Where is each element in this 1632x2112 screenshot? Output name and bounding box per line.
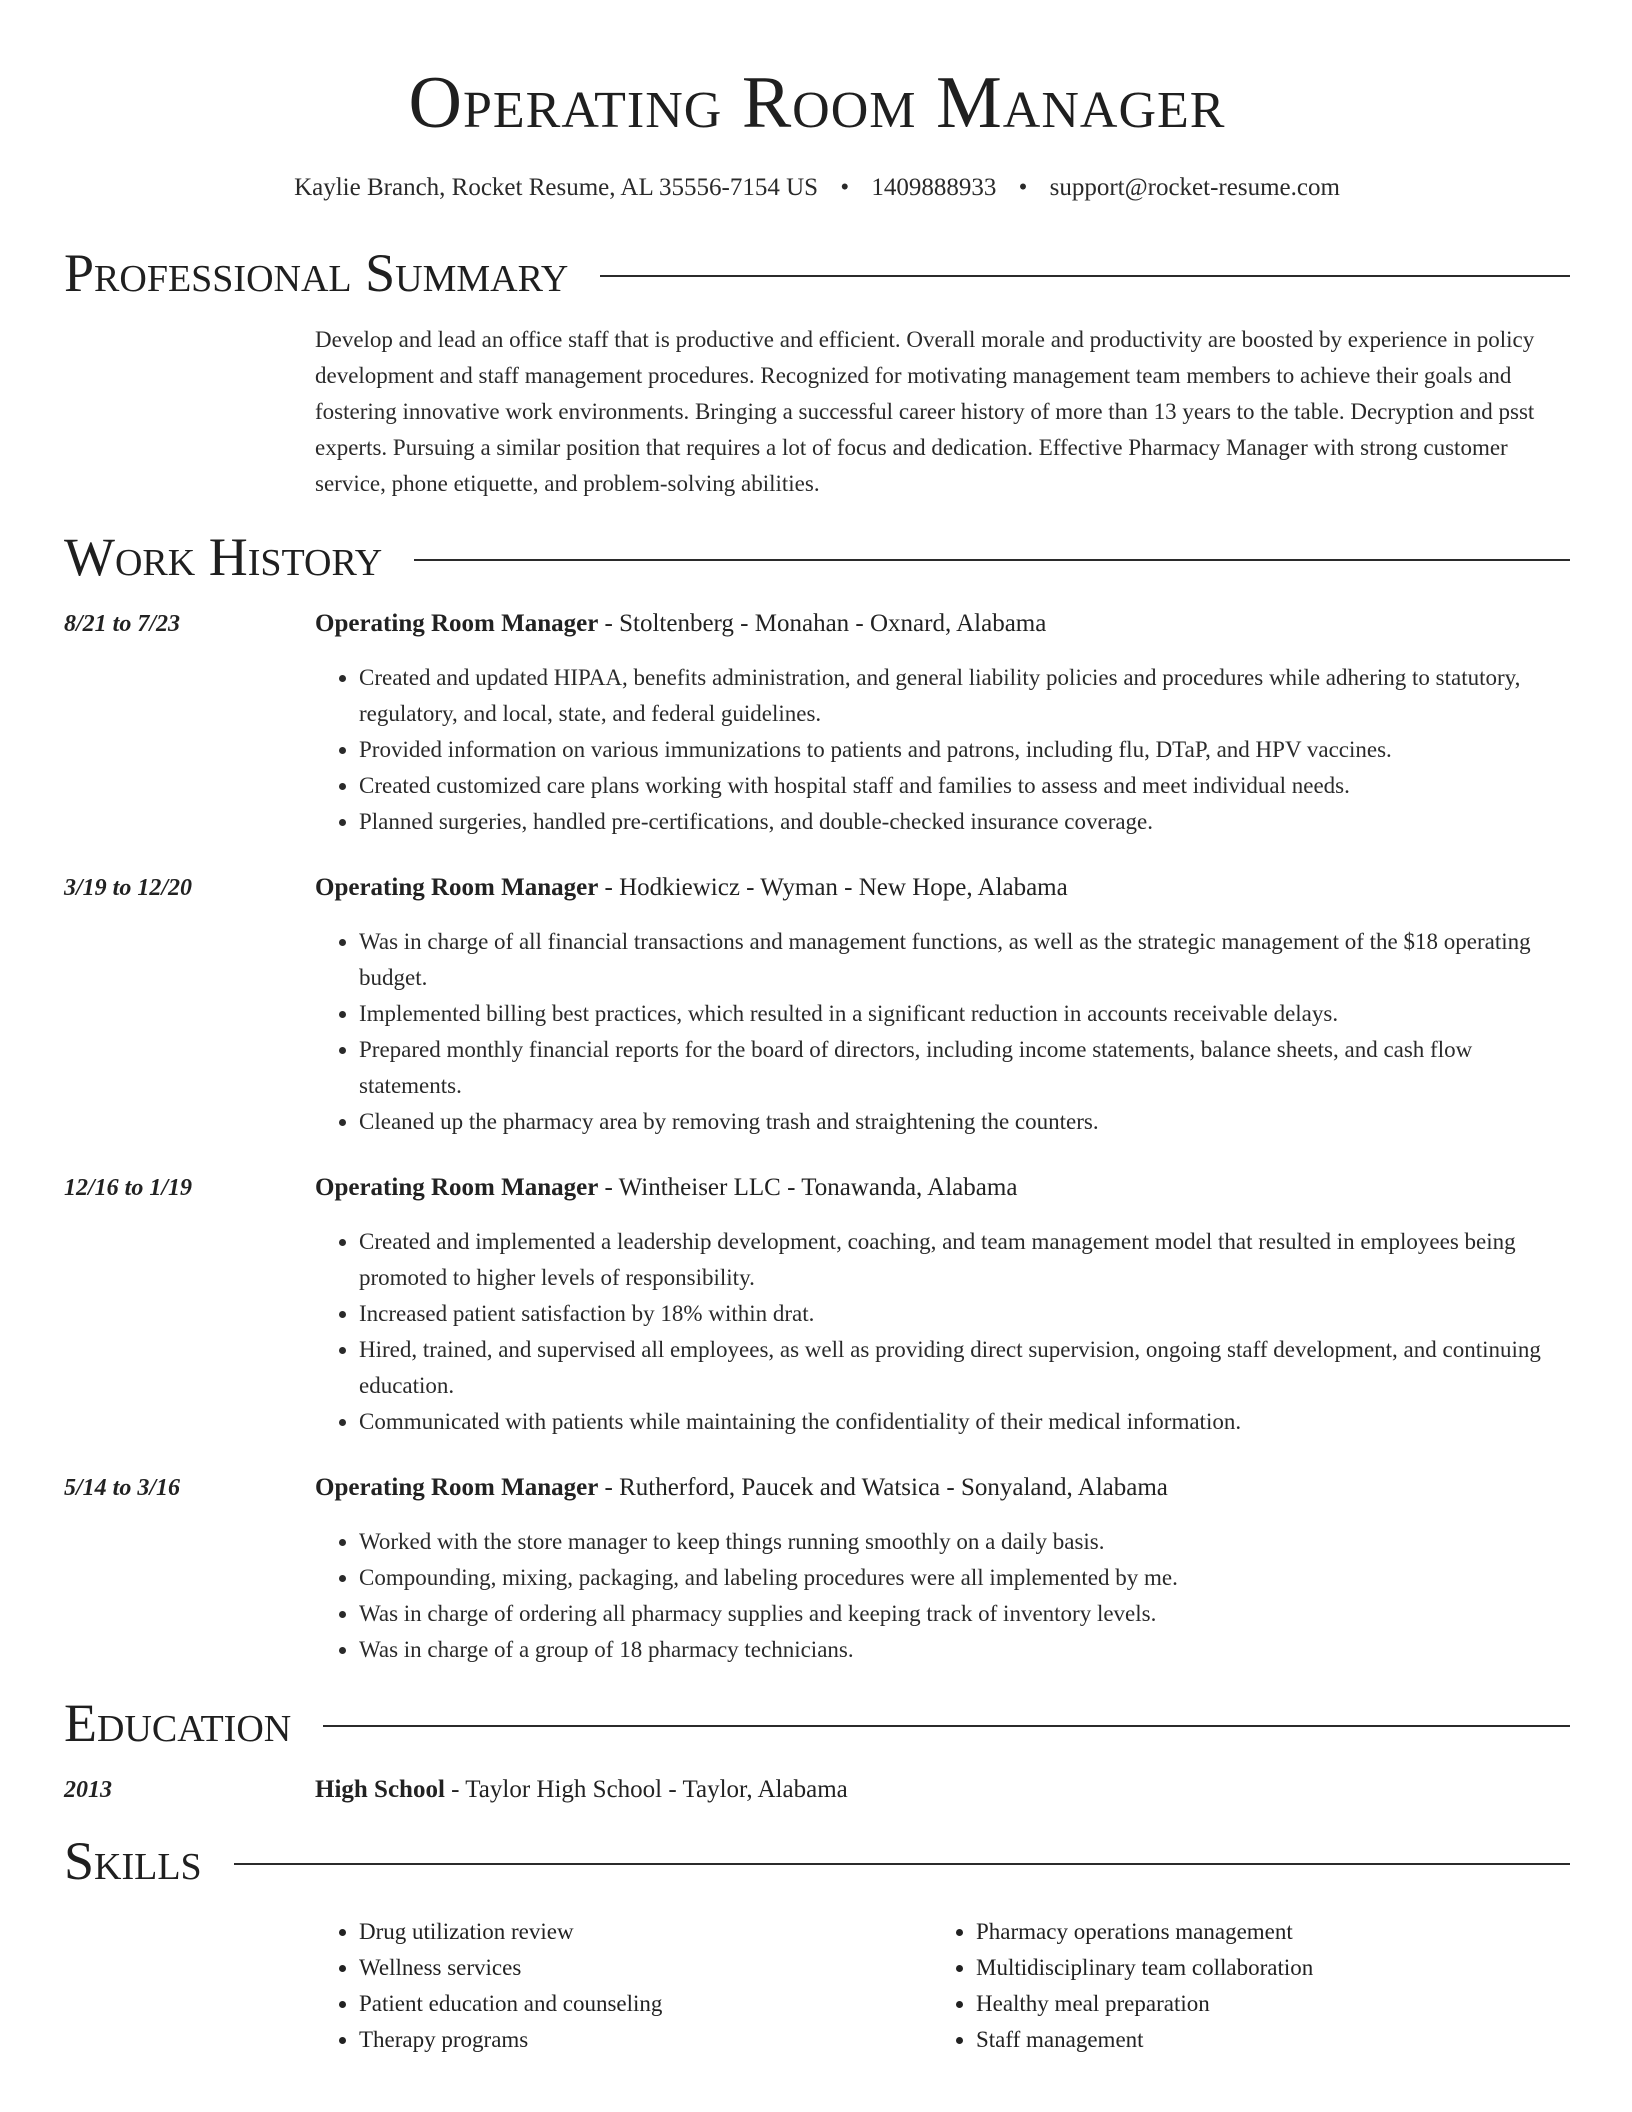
skill-item: • Healthy meal preparation [976,1986,1313,2022]
section-title-education: Education [64,1693,292,1753]
job-header [315,870,1570,906]
job-bullet: • Provided information on various immunizations to patients and patrons, including flu, DTaP, and HPV vaccines. [359,732,1570,768]
job-bullet: • Compounding, mixing, packaging, and labeling procedures were all implemented by me. [359,1560,1570,1596]
section-divider [600,275,1570,277]
work-section-header [64,527,1570,587]
job-list [64,606,1570,1668]
resume-name: Operating Room Manager [408,62,1226,144]
skill-item: • Multidisciplinary team collaboration [976,1950,1313,1986]
job-dates: 8/21 to 7/23 [64,611,181,637]
skill-item: • Patient education and counseling [359,1986,932,2022]
skill-item: • Wellness services [359,1950,932,1986]
job-bullet: • Was in charge of ordering all pharmacy supplies and keeping track of inventory levels. [359,1596,1570,1632]
job-bullet: • Planned surgeries, handled pre-certifications, and double-checked insurance coverage. [359,804,1570,840]
job-bullet: • Was in charge of a group of 18 pharmacy technicians. [359,1632,1570,1668]
contact-email: support@rocket-resume.com [1049,174,1340,201]
job-entry [64,606,1570,840]
skill-item: • Therapy programs [359,2022,932,2058]
education-entry [64,1772,1570,1808]
job-employer: - Rutherford, Paucek and Watsica - Sonyaland, Alabama [598,1474,1168,1501]
job-bullet: • Created and updated HIPAA, benefits administration, and general liability policies and procedures while adhering to statutory, regulatory, and local, state, and federal guidelines. [359,660,1570,732]
job-bullets [315,1224,1570,1440]
education-year: 2013 [64,1777,112,1803]
contact-separator: • [1018,174,1028,201]
skills-list-right [932,1914,1313,2058]
skills-list-left [315,1914,932,2058]
skill-item: • Staff management [976,2022,1313,2058]
job-dates: 12/16 to 1/19 [64,1175,193,1201]
section-title-summary: Professional Summary [64,243,569,303]
contact-line [64,174,1570,202]
job-role: Operating Room Manager [315,1474,599,1501]
education-detail: - Taylor High School - Taylor, Alabama [444,1776,848,1803]
job-bullet: • Hired, trained, and supervised all employees, as well as providing direct supervision, ongoing staff development, and continuing education. [359,1332,1570,1404]
job-role: Operating Room Manager [315,874,599,901]
job-bullet: • Increased patient satisfaction by 18% within drat. [359,1296,1570,1332]
skill-item: • Drug utilization review [359,1914,932,1950]
job-role: Operating Room Manager [315,1174,599,1201]
job-dates: 5/14 to 3/16 [64,1475,181,1501]
section-divider [234,1863,1570,1865]
contact-phone: 1409888933 [871,174,997,201]
contact-separator: • [840,174,850,201]
job-employer: - Wintheiser LLC - Tonawanda, Alabama [598,1174,1018,1201]
job-header [315,1170,1570,1206]
job-header [315,606,1570,642]
job-bullet: • Implemented billing best practices, which resulted in a significant reduction in accounts receivable delays. [359,996,1570,1032]
job-header [315,1470,1570,1506]
skills-section-header [64,1831,1570,1891]
section-divider [414,559,1570,561]
job-bullet: • Created and implemented a leadership development, coaching, and team management model that resulted in employees being promoted to higher levels of responsibility. [359,1224,1570,1296]
job-employer: - Hodkiewicz - Wyman - New Hope, Alabama [598,874,1068,901]
job-bullets [315,1524,1570,1668]
job-role: Operating Room Manager [315,610,599,637]
job-entry [64,1470,1570,1668]
job-bullet: • Communicated with patients while maintaining the confidentiality of their medical information. [359,1404,1570,1440]
job-bullet: • Worked with the store manager to keep things running smoothly on a daily basis. [359,1524,1570,1560]
job-bullet: • Was in charge of all financial transactions and management functions, as well as the strategic management of the $18 operating budget. [359,924,1570,996]
job-entry [64,1170,1570,1440]
summary-text: Develop and lead an office staff that is productive and efficient. Overall morale and productivity are boosted by experience in policy development and staff management procedures. Recognized for motivating management team members to achieve their goals and fostering innovative work environments. Bringing a successful career history of more than 13 years to the table. Decryption and psst experts. Pursuing a similar position that requires a lot of focus and dedication. Effective Pharmacy Manager with strong customer service, phone etiquette, and problem-solving abilities. [315,327,1535,496]
section-divider [323,1725,1570,1727]
section-title-work: Work History [64,527,383,587]
resume-page [64,0,1570,2058]
job-bullets [315,924,1570,1140]
skill-item: • Pharmacy operations management [976,1914,1313,1950]
contact-address: Kaylie Branch, Rocket Resume, AL 35556-7154 US [294,174,819,201]
skills-columns [315,1914,1570,2058]
education-line [315,1772,1570,1808]
education-section-header [64,1693,1570,1753]
job-employer: - Stoltenberg - Monahan - Oxnard, Alabama [598,610,1047,637]
job-entry [64,870,1570,1140]
job-dates: 3/19 to 12/20 [64,875,193,901]
job-bullet: • Cleaned up the pharmacy area by removing trash and straightening the counters. [359,1104,1570,1140]
job-bullets [315,660,1570,840]
job-bullet: • Prepared monthly financial reports for the board of directors, including income statements, balance sheets, and cash flow statements. [359,1032,1570,1104]
section-title-skills: Skills [64,1831,202,1891]
education-degree: High School [315,1776,445,1803]
summary-section-header [64,243,1570,303]
job-bullet: • Created customized care plans working with hospital staff and families to assess and meet individual needs. [359,768,1570,804]
